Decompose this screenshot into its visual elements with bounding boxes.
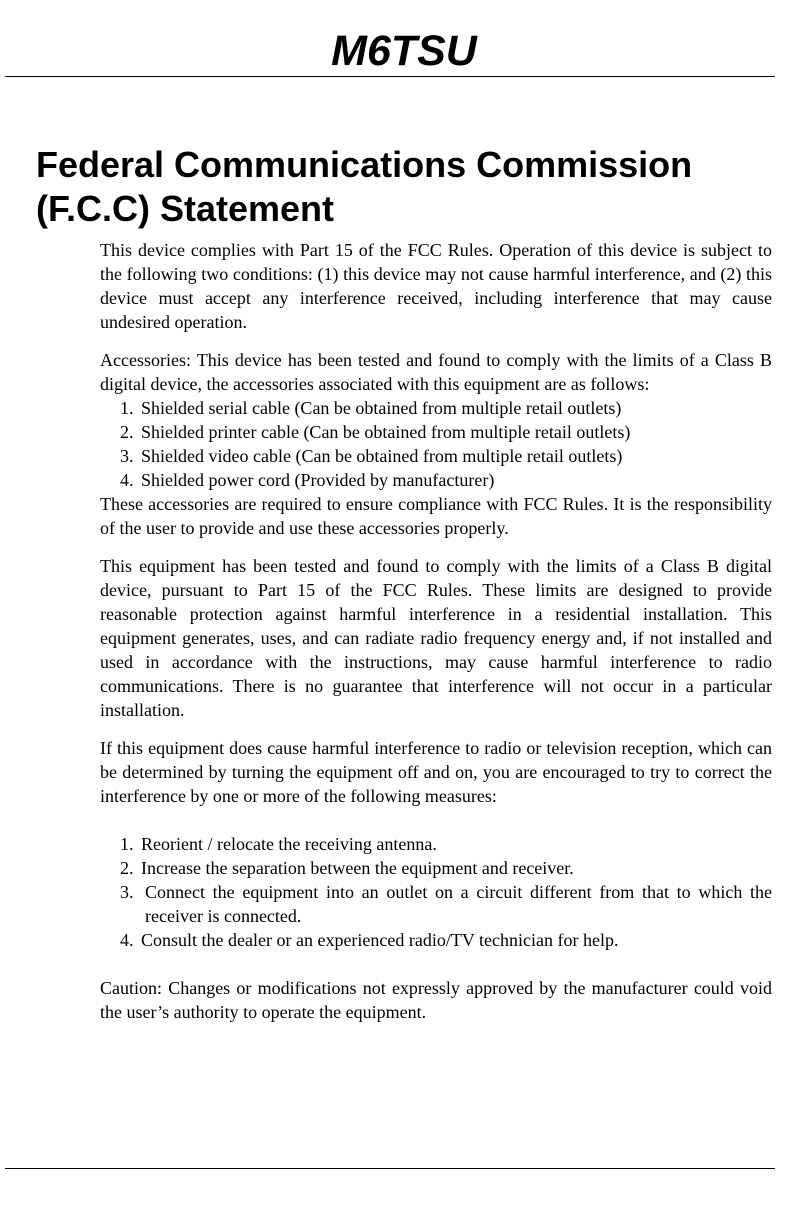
- list-item-text: Shielded serial cable (Can be obtained from multiple retail outlets): [141, 398, 622, 418]
- footer-rule: [5, 1168, 775, 1169]
- list-item-text: Connect the equipment into an outlet on a circuit different from that to which the receiver is connected.: [145, 882, 772, 926]
- page-title: [36, 143, 776, 231]
- list-item: [120, 420, 772, 444]
- list-item-number: 1.: [120, 834, 134, 854]
- list-item: [120, 856, 772, 880]
- class-b-paragraph: This equipment has been tested and found to comply with the limits of a Class B digital device, pursuant to Part 15 of the FCC Rules. These limits are designed to provide reasonable protection against harmful interference in a residential installation. This equipment generates, uses, and can radiate radio frequency energy and, if not installed and used in accordance with the instructions, may cause harmful interference to radio communications. There is no guarantee that interference will not occur in a particular installation.: [100, 556, 772, 720]
- list-item: [120, 444, 772, 468]
- page-title-line1: Federal Communications Commission: [36, 144, 693, 185]
- list-item-number: 2.: [120, 858, 134, 878]
- list-item-text: Shielded video cable (Can be obtained from multiple retail outlets): [141, 446, 623, 466]
- list-item: [120, 928, 772, 952]
- header-rule: [5, 76, 775, 77]
- list-item-number: 3.: [120, 446, 134, 466]
- list-item: [120, 468, 772, 492]
- list-item-number: 3.: [120, 882, 134, 902]
- list-item-text: Shielded power cord (Provided by manufacturer): [141, 470, 495, 490]
- list-item-number: 2.: [120, 422, 134, 442]
- list-item-number: 4.: [120, 930, 134, 950]
- list-item: [120, 880, 772, 928]
- list-item-text: Increase the separation between the equipment and receiver.: [141, 858, 574, 878]
- list-item: [120, 832, 772, 856]
- caution-paragraph: Caution: Changes or modifications not expressly approved by the manufacturer could void the user’s authority to operate the equipment.: [100, 978, 772, 1022]
- list-item-number: 1.: [120, 398, 134, 418]
- measures-list: [100, 832, 772, 952]
- list-item-text: Consult the dealer or an experienced radio/TV technician for help.: [141, 930, 619, 950]
- list-item: [120, 396, 772, 420]
- page-title-line2: (F.C.C) Statement: [36, 188, 335, 229]
- statement-body: [100, 238, 772, 1038]
- accessories-responsibility-paragraph: These accessories are required to ensure compliance with FCC Rules. It is the responsibility of the user to provide and use these accessories properly.: [100, 494, 772, 538]
- list-item-text: Reorient / relocate the receiving antenna.: [141, 834, 437, 854]
- page-header-title: M6TSU: [331, 27, 477, 75]
- accessories-intro-paragraph: Accessories: This device has been tested and found to comply with the limits of a Class B digital device, the accessories associated with this equipment are as follows:: [100, 350, 772, 394]
- compliance-paragraph: This device complies with Part 15 of the FCC Rules. Operation of this device is subject to the following two conditions: (1) this device may not cause harmful interference, and (2) this device must accept any interference received, including interference that may cause undesired operation.: [100, 240, 772, 332]
- accessories-list: [100, 396, 772, 492]
- list-item-text: Shielded printer cable (Can be obtained from multiple retail outlets): [141, 422, 631, 442]
- list-item-number: 4.: [120, 470, 134, 490]
- interference-measures-intro: If this equipment does cause harmful interference to radio or television reception, which can be determined by turning the equipment off and on, you are encouraged to try to correct the interference by one or more of the following measures:: [100, 738, 772, 806]
